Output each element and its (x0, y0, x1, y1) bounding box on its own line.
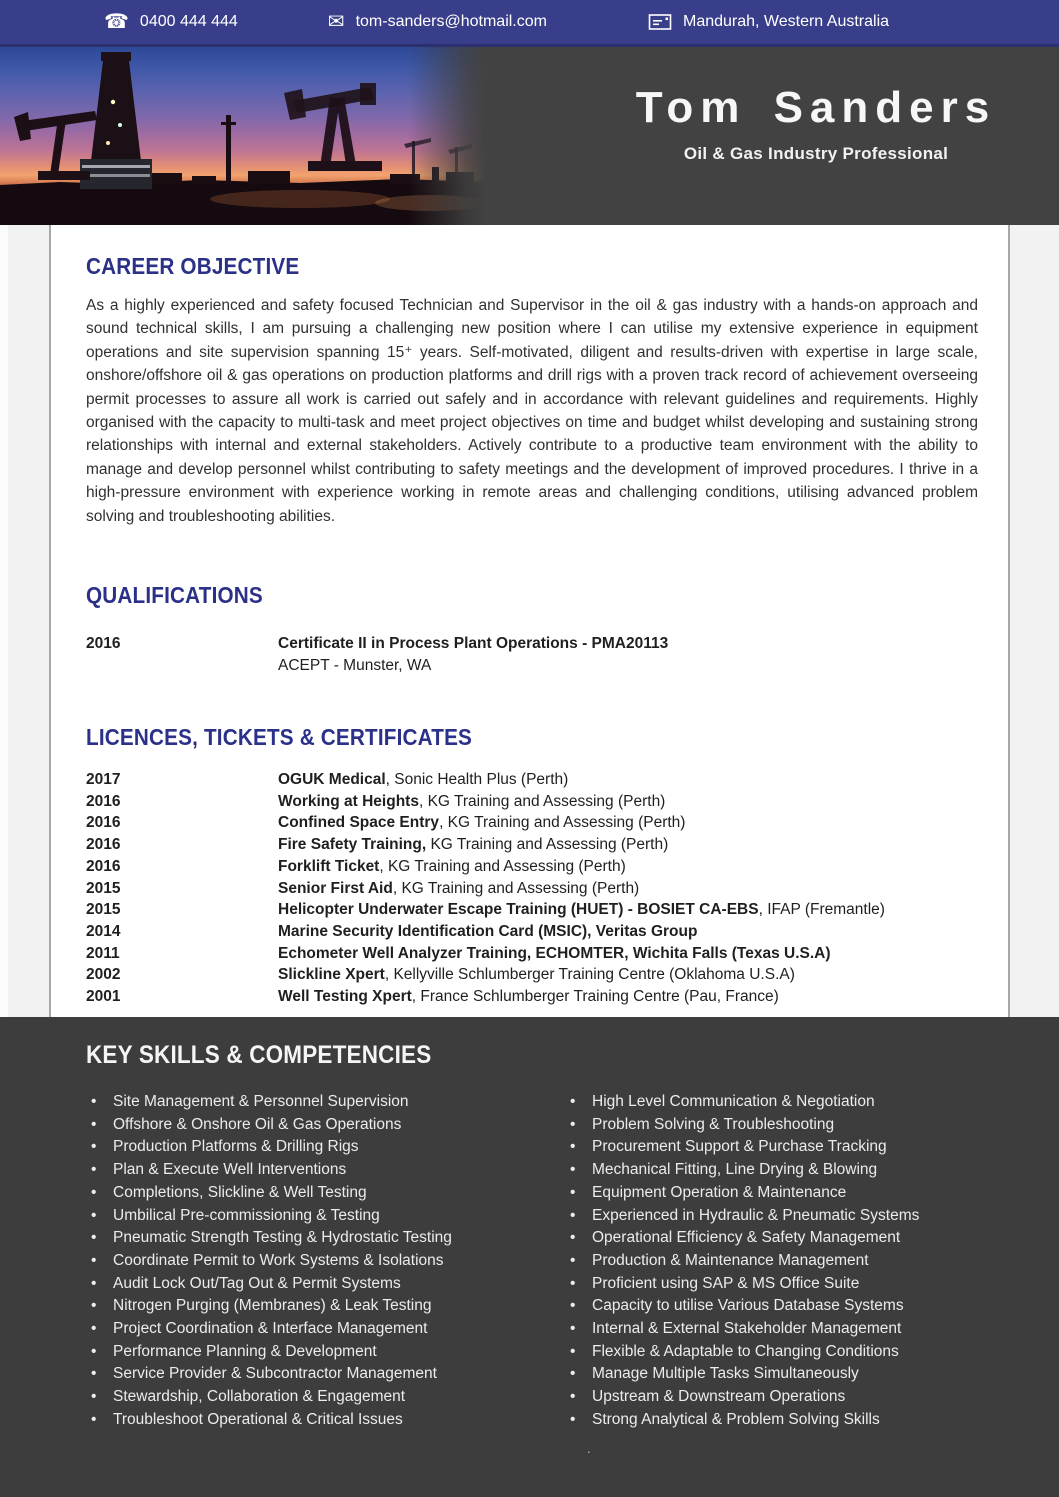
licence-year: 2016 (86, 792, 121, 810)
licence-title: Forklift Ticket (278, 857, 380, 875)
skill-item: • Stewardship, Collaboration & Engagement (86, 1386, 565, 1409)
licence-desc (278, 899, 978, 921)
email-contact (328, 12, 547, 32)
licence-year: 2011 (86, 944, 120, 962)
skill-item: • Manage Multiple Tasks Simultaneously (565, 1363, 1010, 1386)
skill-item: • Coordinate Permit to Work Systems & Isolations (86, 1250, 565, 1273)
licence-title: Confined Space Entry (278, 814, 440, 832)
licence-year: 2014 (86, 922, 121, 940)
licence-title: Marine Security Identification Card (MSIC), Veritas Group (278, 922, 698, 940)
contact-bar (0, 0, 1059, 47)
location-text: Mandurah, Western Australia (682, 13, 890, 30)
career-objective-text: As a highly experienced and safety focused Technician and Supervisor in the oil & gas industry with a hands-on approach and sound technical skills, I am pursuing a challenging new position where I can utilise my extensive experience in equipment operations and site supervision spanning 15⁺ years. Self-motivated, diligent and results-driven with expertise in large scale, onshore/offshore oil & gas operations on production platforms and drill rigs with a proven track record of achievement overseeing permit processes to assure all work is carried out safely and in accordance with relevant guidelines and requirements. Highly organised with the capacity to multi-task and meet project objectives on time and budget whilst developing and sustaining strong relationships with internal and external stakeholders. Actively contribute to a productive team environment with the ability to manage and develop personnel whilst contributing to safety meetings and the development of improved procedures. I thrive in a high-pressure environment with experience working in remote areas and challenging conditions, utilising advanced problem solving and troubleshooting abilities. (86, 297, 978, 525)
skill-item: • Audit Lock Out/Tag Out & Permit Systems (86, 1273, 565, 1296)
licence-row (86, 769, 978, 791)
licence-detail: , KG Training and Assessing (Perth) (392, 879, 640, 897)
skill-item: • Internal & External Stakeholder Management (565, 1318, 1010, 1341)
licence-row (86, 943, 978, 965)
oil-field-sunset-photo (0, 47, 486, 225)
licence-row (86, 986, 978, 1008)
licence-row (86, 899, 978, 921)
licence-desc (278, 769, 978, 791)
skill-item: • Pneumatic Strength Testing & Hydrostatic Testing (86, 1227, 565, 1250)
licence-year: 2016 (86, 814, 121, 832)
skill-item: • Problem Solving & Troubleshooting (565, 1114, 1010, 1137)
licence-desc (278, 921, 978, 943)
qualification-desc (278, 633, 978, 677)
phone-contact (104, 12, 238, 32)
licence-row (86, 878, 978, 900)
licence-desc (278, 791, 978, 813)
header (0, 47, 1059, 225)
licence-desc (278, 878, 978, 900)
skill-item: • Umbilical Pre-commissioning & Testing (86, 1205, 565, 1228)
oil-rig-silhouette (0, 47, 486, 225)
licence-year: 2001 (86, 988, 121, 1006)
licence-detail: , KG Training and Assessing (Perth) (418, 792, 666, 810)
skill-item: • Performance Planning & Development (86, 1341, 565, 1364)
content-panel (49, 225, 1010, 1017)
licence-year: 2017 (86, 771, 121, 789)
licence-title: Echometer Well Analyzer Training, ECHOMTER, Wichita Falls (Texas U.S.A) (278, 944, 831, 962)
licence-detail: , Sonic Health Plus (Perth) (385, 771, 569, 789)
skills-column-right (565, 1091, 1010, 1432)
licence-desc (278, 943, 978, 965)
skill-item: • Upstream & Downstream Operations (565, 1386, 1010, 1409)
licence-row (86, 921, 978, 943)
key-skills-heading: KEY SKILLS & COMPETENCIES (86, 1041, 432, 1069)
licence-row (86, 964, 978, 986)
stray-mark: . (587, 1441, 591, 1456)
licence-row (86, 856, 978, 878)
licence-title: Fire Safety Training, (278, 836, 427, 854)
phone-icon: ☎ (104, 11, 129, 33)
skill-item: • Project Coordination & Interface Management (86, 1318, 565, 1341)
phone-number: 0400 444 444 (139, 13, 238, 30)
qualification-row (86, 633, 978, 677)
skill-item: • Plan & Execute Well Interventions (86, 1159, 565, 1182)
licence-desc (278, 856, 978, 878)
skill-item: • Completions, Slickline & Well Testing (86, 1182, 565, 1205)
email-address: tom-sanders@hotmail.com (355, 13, 547, 30)
envelope-icon: ✉ (327, 11, 345, 33)
skill-item: • Flexible & Adaptable to Changing Conditions (565, 1341, 1010, 1364)
skill-item: • Production & Maintenance Management (565, 1250, 1010, 1273)
licence-desc (278, 964, 978, 986)
licences-list (86, 769, 978, 1008)
licence-detail: , KG Training and Assessing (Perth) (379, 857, 626, 875)
licence-year: 2015 (86, 879, 121, 897)
content-area (0, 225, 1059, 1017)
skill-item: • Proficient using SAP & MS Office Suite (565, 1273, 1010, 1296)
skill-item: • Troubleshoot Operational & Critical Issues (86, 1409, 565, 1432)
licence-title: Senior First Aid (278, 879, 393, 897)
skill-item: • Site Management & Personnel Supervision (86, 1091, 565, 1114)
licence-row (86, 812, 978, 834)
licence-detail: KG Training and Assessing (Perth) (426, 836, 669, 854)
candidate-title: Oil & Gas Industry Professional (683, 144, 949, 163)
skill-item: • Capacity to utilise Various Database Systems (565, 1295, 1010, 1318)
skill-item: • Service Provider & Subcontractor Management (86, 1363, 565, 1386)
qualification-detail: ACEPT - Munster, WA (278, 657, 432, 675)
licence-desc (278, 986, 978, 1008)
skill-item: • Equipment Operation & Maintenance (565, 1182, 1010, 1205)
skill-item: • Mechanical Fitting, Line Drying & Blowing (565, 1159, 1010, 1182)
licence-year: 2016 (86, 836, 121, 854)
licence-row (86, 834, 978, 856)
licence-year: 2002 (86, 966, 121, 984)
skill-item: • Offshore & Onshore Oil & Gas Operations (86, 1114, 565, 1137)
address-card-icon (648, 12, 672, 32)
career-objective-heading: CAREER OBJECTIVE (86, 253, 300, 279)
licence-row (86, 791, 978, 813)
skill-item: • Experienced in Hydraulic & Pneumatic Systems (565, 1205, 1010, 1228)
licence-desc (278, 812, 978, 834)
licence-title: Slickline Xpert (278, 966, 385, 984)
licence-detail: , IFAP (Fremantle) (758, 901, 885, 919)
licence-detail: , Kellyville Schlumberger Training Centre (Oklahoma U.S.A) (384, 966, 795, 984)
key-skills-columns (86, 1091, 1010, 1432)
licence-title: OGUK Medical (278, 771, 386, 789)
qualification-year: 2016 (86, 635, 121, 653)
licence-desc (278, 834, 978, 856)
key-skills-section (0, 1017, 1059, 1497)
qualification-title: Certificate II in Process Plant Operations - PMA20113 (278, 635, 669, 653)
licence-title: Working at Heights (278, 792, 419, 810)
skill-item: • Procurement Support & Purchase Tracking (565, 1136, 1010, 1159)
skills-column-left (86, 1091, 565, 1432)
licence-year: 2015 (86, 901, 121, 919)
candidate-name: Tom Sanders (635, 83, 997, 132)
licence-detail: , KG Training and Assessing (Perth) (439, 814, 686, 832)
licence-detail: , France Schlumberger Training Centre (Pau, France) (411, 988, 779, 1006)
licence-title: Helicopter Underwater Escape Training (HUET) - BOSIET CA-EBS (278, 901, 759, 919)
skill-item: • Operational Efficiency & Safety Management (565, 1227, 1010, 1250)
licences-heading: LICENCES, TICKETS & CERTIFICATES (86, 724, 473, 751)
licence-year: 2016 (86, 857, 121, 875)
licence-title: Well Testing Xpert (278, 988, 412, 1006)
location-contact (648, 12, 889, 32)
skill-item: • Strong Analytical & Problem Solving Skills (565, 1409, 1010, 1432)
qualifications-heading: QUALIFICATIONS (86, 582, 263, 609)
name-block (600, 83, 1032, 164)
skill-item: • Production Platforms & Drilling Rigs (86, 1136, 565, 1159)
skill-item: • High Level Communication & Negotiation (565, 1091, 1010, 1114)
skill-item: • Nitrogen Purging (Membranes) & Leak Testing (86, 1295, 565, 1318)
